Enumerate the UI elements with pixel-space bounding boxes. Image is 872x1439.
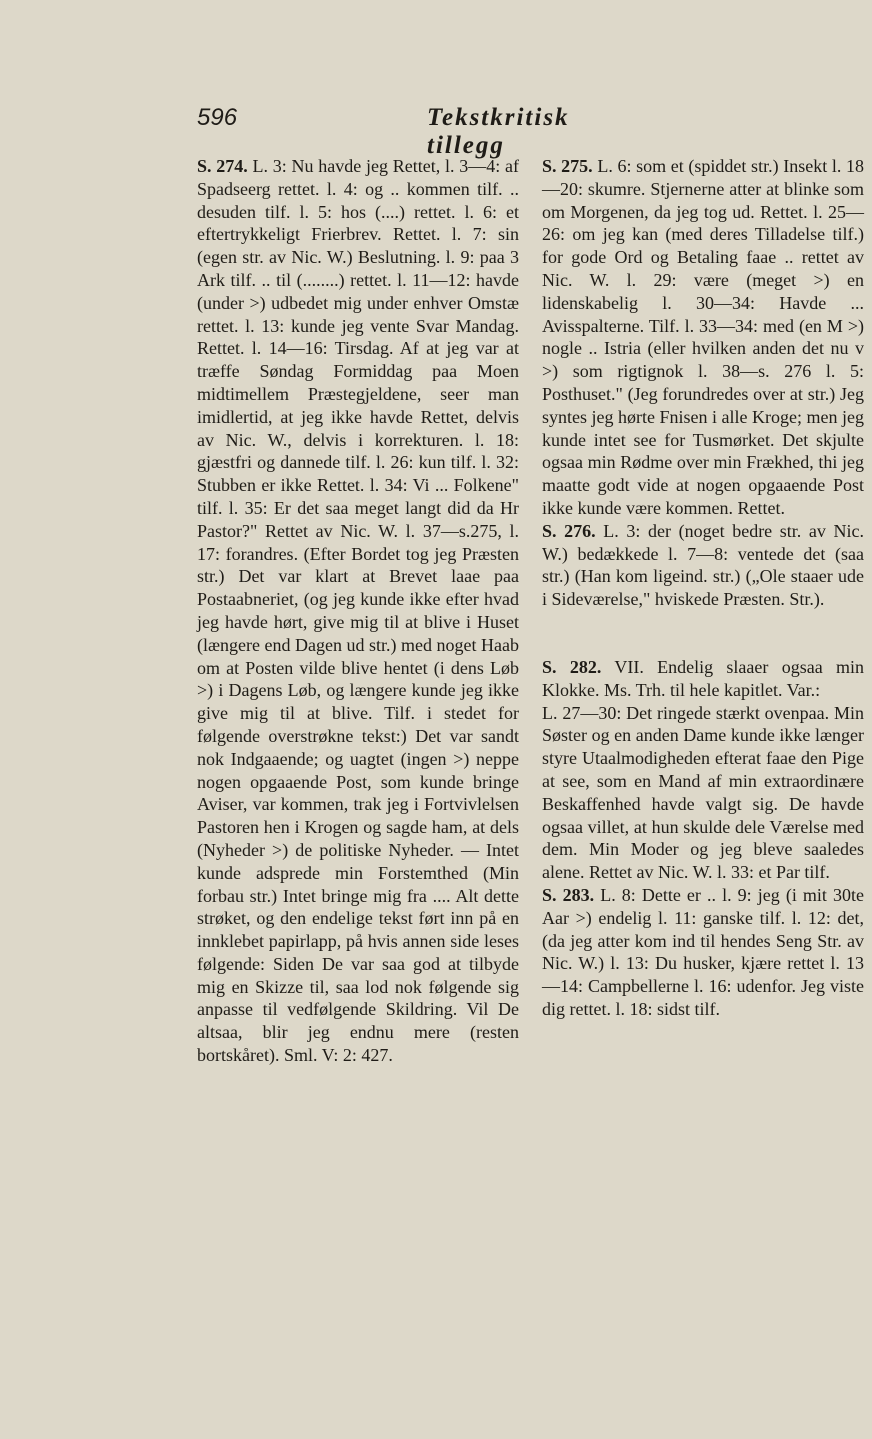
left-column xyxy=(197,155,519,1067)
page-header xyxy=(197,104,647,159)
entry-s283 xyxy=(542,884,864,1021)
entry-text: L. 27—30: Det ringede stærkt ovenpaa. Min Søster og en anden Dame kunde ikke længer styre Utaalmodigheden efterat faae den Pige at see, som en Mand af min extraordinære Beskaffenhed havde valgt sig. De havde ogsaa villet, at hun skulde dele Værelse med dem. Min Moder og jeg bleve saaledes alene. Rettet av Nic. W. l. 33: et Par tilf. xyxy=(542,702,864,883)
entry-s275 xyxy=(542,155,864,520)
entry-text: L. 3: der (noget bedre str. av Nic. W.) bedækkede l. 7—8: ventede det (saa str.) (Han kom ligeind. str.) („Ole staaer ude i Sideværelse," hviskede Præsten. Str.). xyxy=(542,520,865,610)
entry-text: VII. Endelig slaaer ogsaa min Klokke. Ms. Trh. til hele kapitlet. Var.: xyxy=(542,656,864,700)
entry-s282-variant xyxy=(542,702,864,884)
entry-head: S. 275. xyxy=(542,156,593,176)
entry-s282 xyxy=(542,656,864,702)
entry-head: S. 276. xyxy=(542,520,596,541)
entry-text: L. 3: Nu havde jeg Rettet, l. 3—4: af Spadseerg rettet. l. 4: og .. kommen tilf. .. desuden tilf. l. 5: hos (....) rettet. l. 6: et eftertrykkeligt Frierbrev. Rettet. l. 7: sin (egen str. av Nic. W.) Beslutning. l. 9: paa 3 Ark tilf. .. til (........) rettet. l. 11—12: havde (under >) udbedet mig under enhver Omstæ rettet. l. 13: kunde jeg vente Svar Mandag. Rettet. l. 14—16: Tirsdag. Af at jeg var at træffe Søndag Formiddag paa Moen midtimellem Præstegjeldene, seer man imidlertid, at jeg ikke havde Rettet, delvis av Nic. W., delvis i korrekturen. l. 18: gjæstfri og dannede tilf. l. 26: kun tilf. l. 32: Stubben er ikke Rettet. l. 34: Vi ... Folkene" tilf. l. 35: Er det saa meget langt did da Hr Pastor?" Rettet av Nic. W. l. 37—s.275, l. 17: forandres. (Efter Bordet tog jeg Præsten str.) Det var klart at Brevet laae paa Postaabneriet, (og jeg kunde ikke efter hvad jeg havde hørt, give mig til at blive i Huset (længere end Dagen ud str.) med noget Haab om at Posten vilde blive hentet (i dens Løb >) i Dagens Løb, og længere kunde jeg ikke give mig til at blive. Tilf. i stedet for følgende overstrøkne tekst:) Det var sandt nok Indgaaende; og uagtet (ingen >) neppe nogen opgaaende Post, som kunde bringe Aviser, var kommen, trak jeg i Fortvivlelsen Pastoren hen i Krogen og sagde ham, at dels (Nyheder >) de politiske Nyheder. — Intet kunde adsprede min Forstemthed (Min forbau str.) Intet bringe mig fra .... Alt dette strøket, og den endelige tekst ført inn på en innklebet papirlapp, på hvis annen side leses følgende: Siden De var saa god at tilbyde mig en Skizze til, saa lod nok følgende sig anpasse til vedfølgende Skildring. Vil De altsaa, blir jeg endnu mere (resten bortskåret). Sml. V: 2: 427. xyxy=(197,156,520,1066)
entry-head: S. 283. xyxy=(542,884,595,905)
page-number: 596 xyxy=(197,104,238,131)
entry-s276 xyxy=(542,520,864,611)
entry-text: L. 6: som et (spiddet str.) Insekt l. 18—20: skumre. Stjernerne atter at blinke som om Morgenen, da jeg tog ud. Rettet. l. 25—26: om jeg kan (med deres Tilladelse tilf.) for gode Ord og Betaling faae .. rettet av Nic. W. l. 29: være (meget >) en lidenskabelig l. 30—34: Havde ... Avisspalterne. Tilf. l. 33—34: med (en M >) nogle .. Istria (eller hvilken anden det nu v >) som rigtignok l. 38—s. 276 l. 5: Posthuset." (Jeg forundredes over at str.) Jeg syntes jeg hørte Fnisen i alle Kroge; men jeg kunde intet see for Tusmørket. Det skjulte ogsaa min Rødme over min Frækhed, thi jeg maatte godt vide at nogen opgaaende Post ikke kunde være kommen. Rettet. xyxy=(542,156,865,518)
entry-text: L. 8: Dette er .. l. 9: jeg (i mit 30te Aar >) endelig l. 11: ganske tilf. l. 12: det, (da jeg atter kom ind til hendes Seng Str. av Nic. W.) l. 13: Du husker, kjære rettet l. 13—14: Campbellerne l. 16: udenfor. Jeg viste dig rettet. l. 18: sidst tilf. xyxy=(542,884,865,1019)
running-title: Tekstkritisk tillegg xyxy=(427,104,570,159)
section-gap xyxy=(542,611,864,656)
right-column xyxy=(542,155,864,1021)
entry-head: S. 274. xyxy=(197,156,248,176)
entry-s274 xyxy=(197,155,519,1067)
entry-head: S. 282. xyxy=(542,656,602,677)
